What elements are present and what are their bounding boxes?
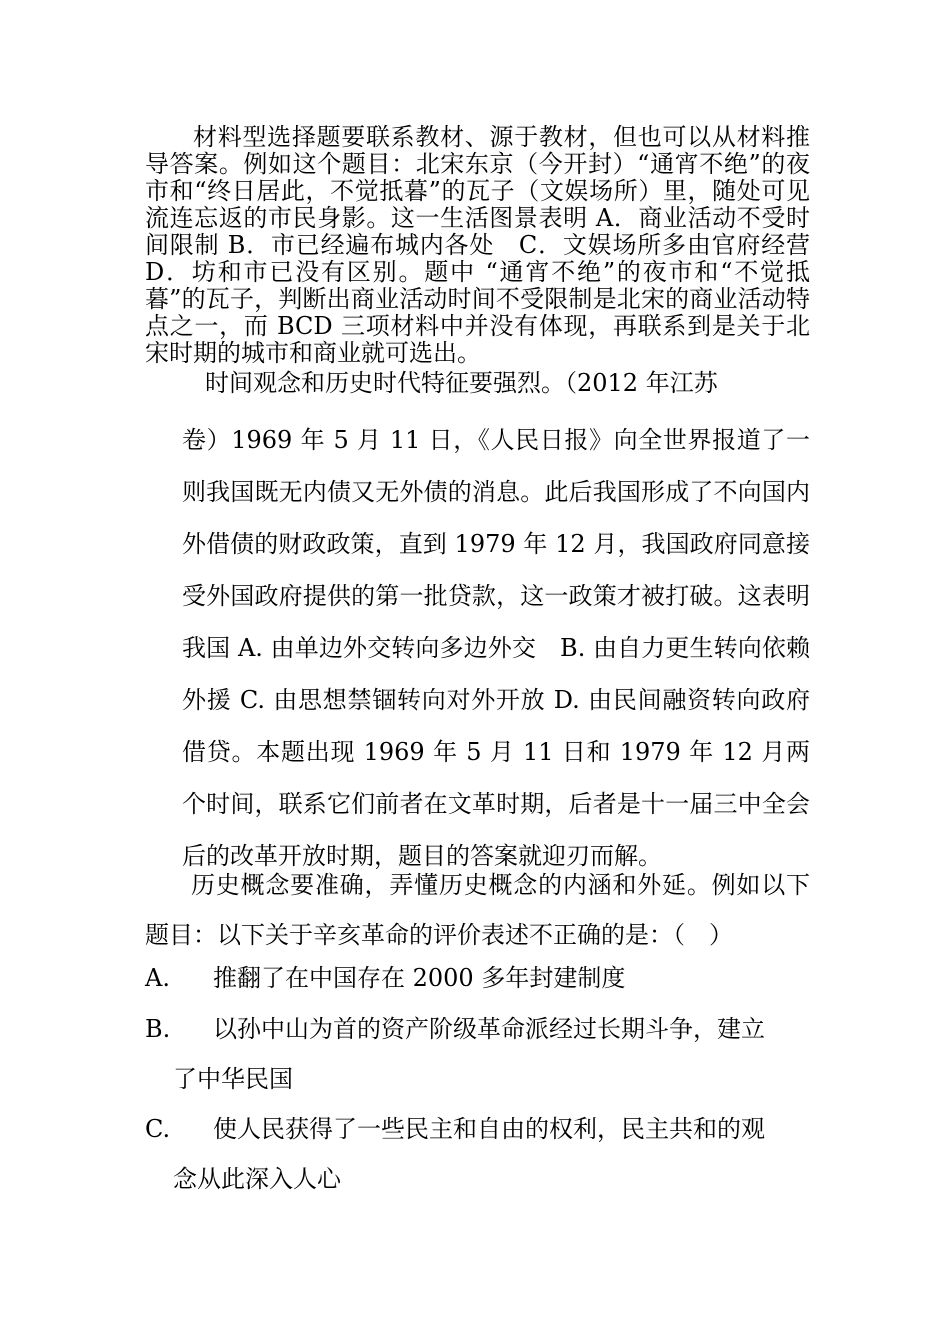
paragraph-historical-concepts: 历史概念要准确，弄懂历史概念的内涵和外延。例如以下题目：以下关于辛亥革命的评价表述不正确的是：（ ）: [145, 871, 810, 949]
option-c: [145, 1104, 810, 1204]
paragraph-time-concept-first-line: 时间观念和历史时代特征要强烈。（2012 年江苏: [205, 369, 718, 397]
option-b-text-line2: 了中华民国: [173, 1065, 293, 1093]
option-a: [145, 953, 810, 1003]
option-c-text-line1: 使人民获得了一些民主和自由的权利，民主共和的观: [213, 1115, 765, 1143]
option-c-text-line2: 念从此深入人心: [173, 1165, 341, 1193]
option-c-letter: C.: [145, 1115, 171, 1143]
option-b: [145, 1004, 810, 1104]
paragraph-material-questions: 材料型选择题要联系教材、源于教材，但也可以从材料推导答案。例如这个题目：北宋东京（今开封）“通宵不绝”的夜市和“终日居此，不觉抵暮”的瓦子（文娱场所）里，随处可见流连忘返的市民身影。这一生活图景表明 A．商业活动不受时间限制 B．市已经遍布城内各处 C．文娱场所多由官府经营 D．坊和市已没有区别。题中 “通宵不绝”的夜市和“不觉抵暮”的瓦子，判断出商业活动时间不受限制是北宋的商业活动特点之一，而 BCD 三项材料中并没有体现，再联系到是关于北宋时期的城市和商业就可选出。: [145, 123, 810, 367]
option-a-text: 推翻了在中国存在 2000 多年封建制度: [213, 964, 626, 992]
option-a-letter: A.: [145, 964, 170, 992]
option-b-letter: B.: [145, 1015, 171, 1043]
option-b-text-line1: 以孙中山为首的资产阶级革命派经过长期斗争，建立: [213, 1015, 765, 1043]
paragraph-time-concept-body: 卷）1969 年 5 月 11 日，《人民日报》向全世界报道了一则我国既无内债又无外债的消息。此后我国形成了不向国内外借债的财政政策，直到 1979 年 12 月，我国政府同意接受外国政府提供的第一批贷款，这一政策才被打破。这表明我国 A. 由单边外交转向多边外交 B. 由自力更生转向依赖外援 C. 由思想禁锢转向对外开放 D. 由民间融资转向政府借贷。本题出现 1969 年 5 月 11 日和 1979 年 12 月两个时间，联系它们前者在文革时期，后者是十一届三中全会后的改革开放时期，题目的答案就迎刃而解。: [182, 426, 810, 870]
